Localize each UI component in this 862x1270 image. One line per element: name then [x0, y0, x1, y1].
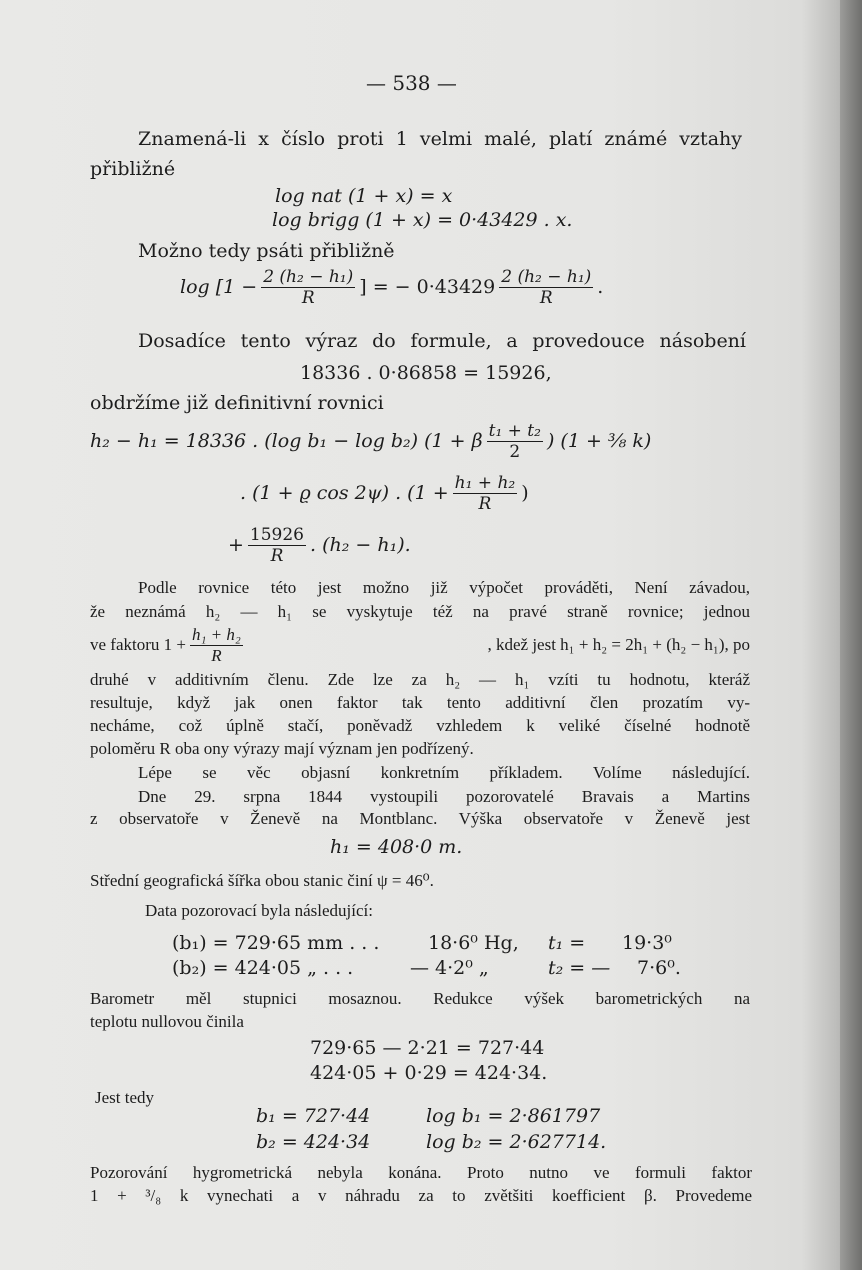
- equation-reduction-1: 729·65 — 2·21 = 727·44: [310, 1037, 545, 1059]
- paragraph-line-13: Barometr měl stupnici mosaznou. Redukce výšek barometrických na: [90, 989, 750, 1008]
- page-edge-shadow: [840, 0, 862, 1270]
- text-line-5: obdržíme již definitivní rovnici: [90, 392, 384, 414]
- eq3-numerator-1: 2 (h₂ − h₁): [263, 266, 354, 287]
- paragraph-line-1: Podle rovnice této jest možno již výpočet prováděti, Není závadou,: [138, 578, 750, 597]
- p3-left-group: [90, 625, 247, 666]
- paragraph-line-9: Dne 29. srpna 1844 vystoupili pozorovatelé Bravais a Martins: [138, 787, 750, 806]
- paragraph-line-14: teplotu nullovou činila: [90, 1012, 244, 1031]
- p3-right: , kdež jest h₁ + h₂ = 2h₁ + (h₂ − h₁), po: [487, 635, 750, 654]
- data-row-1-t-value: 19·3⁰: [622, 932, 672, 954]
- page-number: — 538 —: [366, 71, 457, 95]
- data-row-2-t-label: t₂ = —: [548, 957, 611, 979]
- text-line-4: Dosadíce tento výraz do formule, a provedouce násobení: [138, 330, 746, 352]
- eq5a-numerator: t₁ + t₂: [488, 420, 541, 441]
- eq5c-denominator: R: [270, 545, 284, 566]
- eq5b-end: ): [521, 482, 529, 504]
- equation-log-nat: log nat (1 + x) = x: [275, 185, 453, 207]
- eq3-left: log [1 −: [180, 276, 258, 298]
- eq3-denominator-2: R: [539, 287, 553, 308]
- p3-fraction: [190, 625, 243, 666]
- equation-definitive-line-3: [228, 522, 411, 568]
- paragraph-line-11: Střední geografická šířka obou stanic činí ψ = 46⁰.: [90, 871, 434, 890]
- eq5a-fraction: [487, 421, 543, 462]
- text-line-3: Možno tedy psáti přibližně: [138, 240, 395, 262]
- p3-denominator: R: [211, 645, 222, 665]
- eq5c-plus: +: [228, 534, 244, 556]
- paragraph-line-7: poloměru R oba ony výrazy mají význam jen podřízený.: [90, 739, 474, 758]
- equation-definitive-line-2: [240, 470, 529, 516]
- eq3-fraction-1: [261, 267, 355, 308]
- eq3-middle: ] = − 0·43429: [359, 276, 496, 298]
- data-row-1-pressure: (b₁) = 729·65 mm . . .: [172, 932, 380, 954]
- eq5b-denominator: R: [478, 493, 492, 514]
- equation-product: 18336 . 0·86858 = 15926,: [300, 362, 552, 384]
- p3-left: ve faktoru 1 +: [90, 635, 186, 654]
- eq5a-end: ) (1 + ⅜ k): [546, 430, 652, 452]
- equation-log-brigg: log brigg (1 + x) = 0·43429 . x.: [272, 209, 573, 231]
- text-line-2: přibližné: [90, 158, 176, 180]
- equation-b2: b₂ = 424·34: [256, 1131, 371, 1153]
- data-row-2-t-value: 7·6⁰.: [637, 957, 681, 979]
- eq3-numerator-2: 2 (h₂ − h₁): [501, 266, 592, 287]
- eq3-denominator-1: R: [301, 287, 315, 308]
- equation-log-b2: log b₂ = 2·627714.: [426, 1131, 607, 1153]
- eq5c-fraction: [248, 525, 306, 566]
- data-row-2-pressure: (b₂) = 424·05 „ . . .: [172, 957, 354, 979]
- eq5b-numerator: h₁ + h₂: [454, 472, 516, 493]
- eq5a-denominator: 2: [509, 441, 521, 462]
- equation-log-b1: log b₁ = 2·861797: [426, 1105, 601, 1127]
- text-line-1: Znamená-li x číslo proti 1 velmi malé, platí známé vztahy: [138, 128, 742, 150]
- paragraph-line-6: necháme, což úplně stačí, poněvadž vzhledem k veliké číselné hodnotě: [90, 716, 750, 735]
- paragraph-line-8: Lépe se věc objasní konkretním příkladem. Volíme následující.: [138, 763, 750, 782]
- equation-b1: b₁ = 727·44: [256, 1105, 371, 1127]
- paragraph-line-3: [90, 624, 750, 666]
- data-row-1-t-label: t₁ =: [548, 932, 586, 954]
- equation-definitive-line-1: [90, 418, 651, 464]
- data-row-1-temp-hg: 18·6⁰ Hg,: [428, 932, 519, 954]
- eq5b-left: . (1 + ϱ cos 2ψ) . (1 +: [240, 482, 449, 504]
- paragraph-line-17: 1 + ³/₈ k vynechati a v náhradu za to zvětšiti koefficient β. Provedeme: [90, 1186, 752, 1205]
- paragraph-line-15: Jest tedy: [95, 1088, 155, 1107]
- eq3-fraction-2: [499, 267, 593, 308]
- p3-numerator: h₁ + h₂: [191, 624, 241, 644]
- eq5c-end: . (h₂ − h₁).: [310, 534, 411, 556]
- eq5b-fraction: [453, 473, 518, 514]
- eq5c-numerator: 15926: [249, 524, 305, 545]
- eq5a-left: h₂ − h₁ = 18336 . (log b₁ − log b₂) (1 + β: [90, 430, 483, 452]
- paragraph-line-10: z observatoře v Ženevě na Montblanc. Výška observatoře v Ženevě jest: [90, 809, 750, 828]
- eq3-end: .: [597, 276, 604, 298]
- equation-h1: h₁ = 408·0 m.: [330, 836, 463, 858]
- paragraph-line-5: resultuje, když jak onen faktor tak tento additivní člen prozatím vy-: [90, 693, 750, 712]
- equation-reduction-2: 424·05 + 0·29 = 424·34.: [310, 1062, 548, 1084]
- data-row-2-temp-hg: — 4·2⁰ „: [410, 957, 489, 979]
- equation-log-approx: [180, 264, 603, 310]
- paragraph-line-16: Pozorování hygrometrická nebyla konána. Proto nutno ve formuli faktor: [90, 1163, 752, 1182]
- paragraph-line-4: druhé v additivním členu. Zde lze za h₂ — h₁ vzíti tu hodnotu, kteráž: [90, 670, 750, 689]
- paragraph-line-12: Data pozorovací byla následující:: [145, 901, 373, 920]
- paragraph-line-2: že neznámá h₂ — h₁ se vyskytuje též na pravé straně rovnice; jednou: [90, 602, 750, 621]
